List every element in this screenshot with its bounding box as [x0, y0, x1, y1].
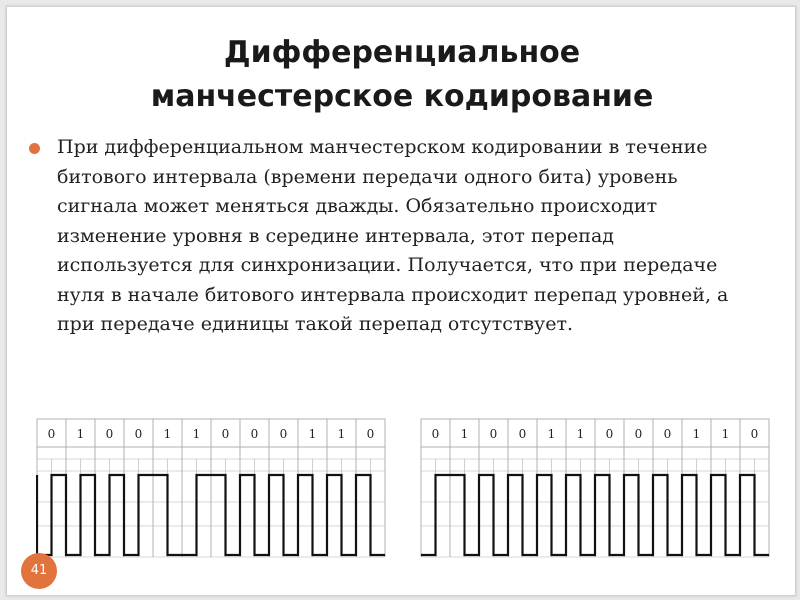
bit-label: 0: [366, 427, 375, 441]
bit-label: 0: [663, 427, 672, 441]
bullet-dot: [29, 143, 40, 154]
bit-label: 0: [250, 427, 259, 441]
bit-label: 0: [279, 427, 288, 441]
bit-label: 0: [105, 427, 114, 441]
bit-label: 0: [518, 427, 527, 441]
title-line-1: Дифференциальное: [223, 35, 581, 70]
bit-label: 1: [337, 427, 346, 441]
diagram-right: [420, 415, 770, 561]
bit-label: 0: [134, 427, 143, 441]
bit-label: 0: [431, 427, 440, 441]
bit-label: 1: [721, 427, 730, 441]
bit-label: 1: [308, 427, 317, 441]
bit-label: 1: [192, 427, 201, 441]
bit-label: 1: [76, 427, 85, 441]
bit-label: 0: [750, 427, 759, 441]
slide: [6, 6, 796, 596]
bit-label: 0: [489, 427, 498, 441]
bit-label: 1: [547, 427, 556, 441]
page-number-badge: 41: [21, 553, 57, 589]
bit-label: 1: [163, 427, 172, 441]
bit-label: 0: [634, 427, 643, 441]
title-line-2: манчестерское кодирование: [150, 79, 654, 114]
slide-title: [67, 31, 737, 119]
diagram-left: [36, 415, 386, 561]
signal-waveform: [421, 475, 769, 555]
body-text: При дифференциальном манчестерском кодировании в течение битового интервала (времени передачи одного бита) уровень сигнала может меняться дважды. Обязательно происходит изменение уровня в середине интервала, этот перепад используется для синхронизации. Получается, что при передаче нуля в начале битового интервала происходит перепад уровней, а при передаче единицы такой перепад отсутствует.: [57, 136, 729, 335]
bit-label: 1: [692, 427, 701, 441]
bit-label: 0: [47, 427, 56, 441]
bit-label: 0: [605, 427, 614, 441]
bit-label: 1: [576, 427, 585, 441]
diagram-grid: [37, 419, 385, 557]
bit-label: 1: [460, 427, 469, 441]
bit-label: 0: [221, 427, 230, 441]
